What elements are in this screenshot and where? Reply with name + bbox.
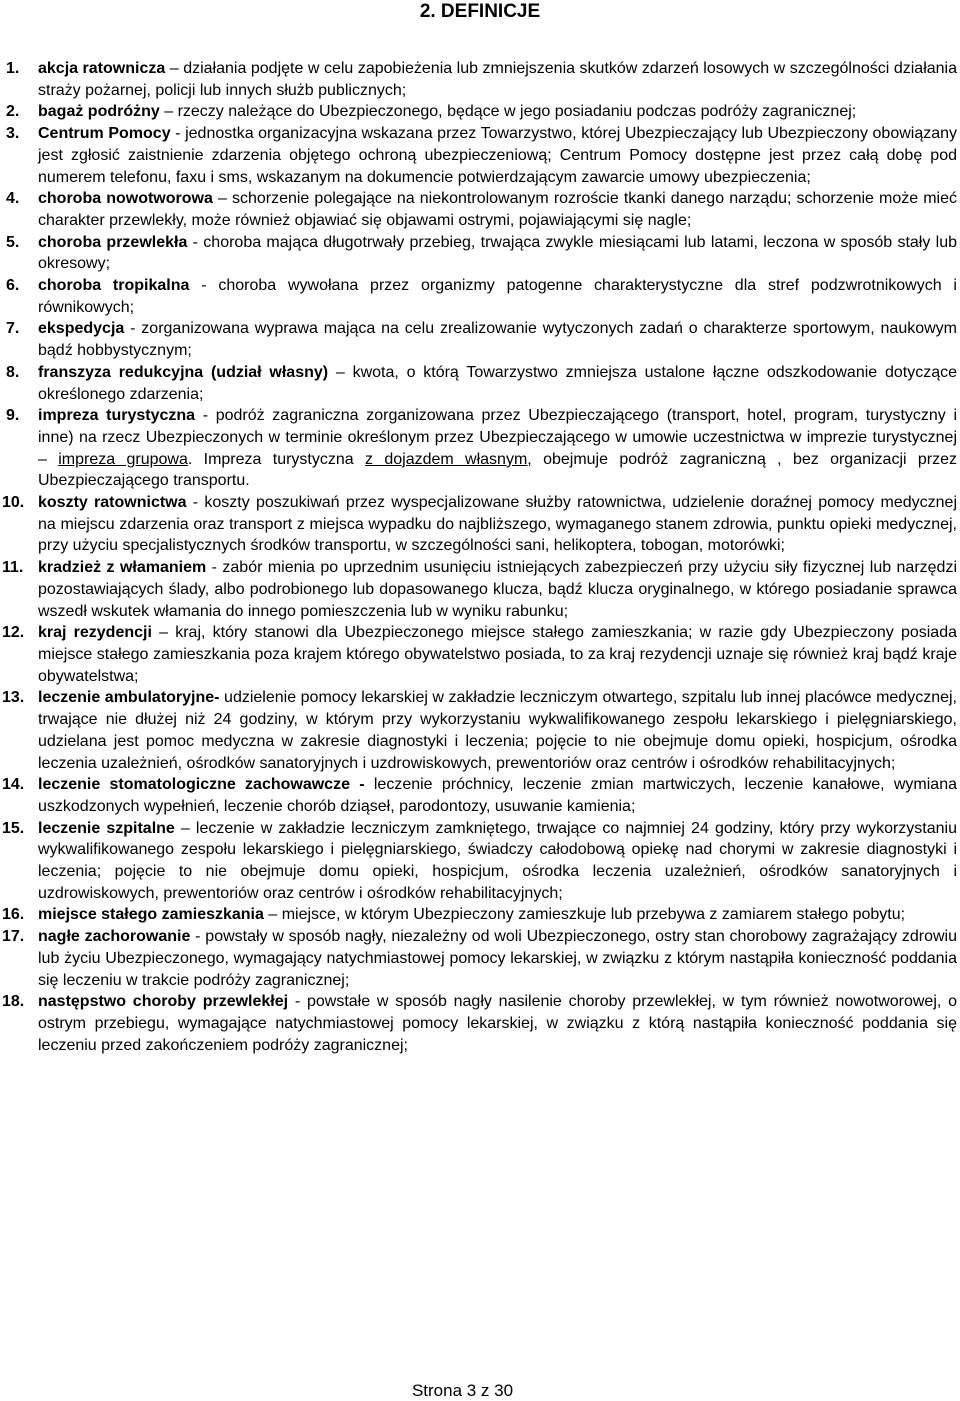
definition-term: franszyza redukcyjna (udział własny)	[38, 363, 329, 381]
page-footer: Strona 3 z 30	[411, 1381, 514, 1400]
definition-term: akcja ratownicza	[38, 60, 166, 77]
definition-number: 7.	[6, 320, 20, 338]
definition-term: bagaż podróżny	[38, 103, 160, 121]
definition-separator: –	[159, 103, 178, 121]
definition-item	[0, 687, 960, 774]
definition-separator: –	[328, 363, 353, 381]
definition-number: 8.	[6, 363, 20, 381]
definition-item	[0, 774, 960, 817]
definition-separator: -	[288, 993, 307, 1011]
definition-separator: -	[206, 559, 223, 577]
definition-text: zabór mienia po uprzednim usunięciu istniejących zabezpieczeń przy użyciu siły fizycznej lub narzędzi pozostawiających ślady, albo podrobionego lub dopasowanego klucza, bądź klucza oryginalnego, w którego posiadanie sprawca wszedł wskutek włamania do innego pomieszczenia lub w wyniku rabunku;	[38, 559, 958, 620]
definition-item	[0, 123, 960, 188]
definition-number: 16.	[2, 906, 25, 924]
definition-item	[0, 818, 960, 905]
definition-term: leczenie szpitalne	[38, 819, 175, 837]
definition-separator: –	[151, 624, 176, 642]
definition-number: 14.	[2, 776, 25, 794]
definition-text: działania podjęte w celu zapobieżenia lub zmniejszenia skutków zdarzeń losowych w szczególności działania straży pożarnej, policji lub innych służb publicznych;	[38, 60, 957, 99]
definition-term: choroba tropikalna	[38, 277, 190, 295]
definition-text: kwota, o którą Towarzystwo zmniejsza ustalone łączne odszkodowanie dotyczące określonego zdarzenia;	[38, 363, 957, 403]
definition-text: miejsce, w którym Ubezpieczony zamieszkuje lub przebywa z zamiarem stałego pobytu;	[281, 906, 906, 924]
definition-separator: –	[212, 190, 232, 208]
definition-text: zorganizowana wyprawa mająca na celu zrealizowanie wytyczonych zadań o charakterze sportowym, naukowym bądź hobbystycznym;	[38, 320, 958, 360]
definition-text: obejmuje podróż zagraniczną , bez organizacji przez Ubezpieczającego transportu.	[38, 450, 958, 490]
definition-number: 1.	[6, 60, 20, 77]
definition-term: leczenie stomatologiczne zachowawcze -	[38, 776, 365, 794]
definition-underlined-term: z dojazdem własnym,	[365, 450, 532, 468]
definition-item	[0, 492, 960, 557]
definition-text: powstałe w sposób nagły nasilenie choroby przewlekłej, w tym również nowotworowej, o ostrym przebiegu, wymagające natychmiastowej pomocy lekarskiej, w związku z którą nastąpiła konieczność poddania się leczeniu przed zakończeniem podróży zagranicznej;	[38, 993, 958, 1054]
definition-text: choroba wywołana przez organizmy patogenne charakterystyczne dla stref podzwrotnikowych i równikowych;	[38, 277, 957, 316]
definition-term: choroba przewlekła	[38, 233, 188, 251]
definition-item	[0, 557, 960, 622]
definition-item	[0, 904, 960, 926]
definition-number: 4.	[6, 190, 20, 208]
definition-term: miejsce stałego zamieszkania	[38, 906, 264, 924]
definition-number: 17.	[2, 928, 25, 946]
definition-number: 15.	[2, 819, 25, 837]
definition-text: . Impreza turystyczna	[187, 450, 366, 468]
definition-text: kraj, który stanowi dla Ubezpieczonego miejsce stałego zamieszkania; w razie gdy Ubezpieczony posiada miejsce stałego zamieszkania poza krajem którego obywatelstwo posiada, to za kraj rezydencji uznaje się również kraj bądź kraje obywatelstwa;	[38, 624, 958, 685]
definition-term: następstwo choroby przewlekłej	[38, 993, 289, 1011]
definition-number: 12.	[2, 624, 25, 642]
definition-term: Centrum Pomocy	[38, 125, 171, 143]
definition-number: 5.	[6, 233, 20, 251]
definition-separator	[365, 776, 374, 793]
definition-separator: -	[190, 928, 206, 946]
definition-item	[0, 991, 960, 1056]
definition-text: schorzenie polegające na niekontrolowanym rozroście tkanki danego narządu; schorzenie może mieć charakter przewlekły, może również objawiać się objawami ostrymi, pojawiającymi się nagle;	[38, 190, 958, 229]
definition-term: kradzież z włamaniem	[38, 559, 207, 577]
definition-number: 11.	[2, 559, 24, 577]
definition-item	[0, 275, 960, 318]
definition-separator: -	[170, 125, 186, 143]
definition-text: leczenie próchnicy, leczenie zmian martwiczych, leczenie kanałowe, wymiana uszkodzonych wypełnień, leczenie chorób dziąseł, parodontozy, usuwanie kamienia;	[38, 776, 957, 815]
definition-text: jednostka organizacyjna wskazana przez Towarzystwo, której Ubezpieczający lub Ubezpieczony obowiązany jest zgłosić zaistnienie zdarzenia objętego ochroną ubezpieczeniową; Centrum Pomocy dostępne jest przez całą dobę pod numerem telefonu, faxu i sms, wskazanym na dokumencie potwierdzającym zawarcie umowy ubezpieczenia;	[38, 125, 958, 186]
definition-number: 6.	[6, 277, 20, 295]
definition-separator: –	[174, 819, 196, 837]
definition-item	[0, 622, 960, 687]
definition-term: kraj rezydencji	[38, 624, 152, 642]
definition-item	[0, 58, 960, 101]
definitions-list	[0, 58, 960, 1056]
definition-separator: –	[165, 60, 184, 77]
definition-underlined-term: impreza grupowa	[58, 450, 188, 468]
definition-text: udzielenie pomocy lekarskiej w zakładzie leczniczym otwartego, szpitalu lub innej placówce medycznej, trwające nie dłużej niż 24 godziny, w którym przy wykorzystaniu wykwalifikowanego zespołu lekarskiego i pielęgniarskiego, udzielana jest pomoc medyczna w zakresie diagnostyki i leczenia; pojęcie to nie obejmuje domu opieki, hospicjum, ośrodka leczenia uzależnień, ośrodków sanatoryjnych i uzdrowiskowych, prewentoriów oraz centrów i ośrodków rehabilitacyjnych;	[38, 689, 958, 772]
definition-item	[0, 232, 960, 275]
definition-separator: –	[263, 906, 282, 924]
definition-number: 9.	[6, 407, 20, 425]
definition-number: 2.	[6, 103, 20, 121]
definition-item	[0, 362, 960, 405]
definition-separator: -	[195, 407, 216, 425]
definition-item	[0, 101, 960, 123]
definition-text: powstały w sposób nagły, niezależny od woli Ubezpieczonego, ostry stan chorobowy zagrażający zdrowiu lub życiu Ubezpieczonego, wymagający natychmiastowej pomocy lekarskiej, w związku z którym nastąpiła konieczność poddania się leczeniu w trakcie podróży zagranicznej;	[38, 928, 958, 989]
definition-text: choroba mająca długotrwały przebieg, trwająca zwykle miesiącami lub latami, leczona w sposób stały lub okresowy;	[38, 233, 958, 273]
definition-separator: -	[187, 233, 204, 251]
definition-item	[0, 188, 960, 231]
definition-number: 13.	[2, 689, 25, 707]
definition-term: impreza turystyczna	[38, 407, 196, 425]
definition-text: rzeczy należące do Ubezpieczonego, będące w jego posiadaniu podczas podróży zagranicznej;	[177, 103, 857, 121]
definition-separator: -	[124, 320, 142, 338]
definition-number: 18.	[2, 993, 25, 1011]
definition-term: choroba nowotworowa	[38, 190, 213, 208]
definition-number: 10.	[2, 494, 25, 512]
definition-separator: -	[186, 494, 205, 512]
page-title: 2. DEFINICJE	[419, 1, 541, 22]
definition-term: leczenie ambulatoryjne-	[38, 689, 220, 707]
definition-text: podróż zagraniczna zorganizowana przez Ubezpieczającego (transport, hotel, program, turystyczny i inne) na rzecz Ubezpieczonych w terminie określonym przez Ubezpieczającego w umowie uczestnictwa w imprezie turystycznej –	[38, 407, 958, 468]
definition-term: koszty ratownictwa	[38, 494, 187, 512]
definition-text: koszty poszukiwań przez wyspecjalizowane służby ratownictwa, udzielenie doraźnej pomocy medycznej na miejscu zdarzenia oraz transport z miejsca wypadku do najbliższego, wymaganego stanem zdrowia, punktu opieki medycznej, przy użyciu specjalistycznych środków transportu, w szczególności sani, helikoptera, tobogan, motorówki;	[38, 494, 958, 555]
definition-number: 3.	[6, 125, 20, 143]
definition-item	[0, 926, 960, 991]
definition-term: nagłe zachorowanie	[38, 928, 191, 946]
definition-item	[0, 318, 960, 361]
definition-separator: -	[189, 277, 219, 295]
definition-item	[0, 405, 960, 492]
definition-term: ekspedycja	[38, 320, 125, 338]
definition-text: leczenie w zakładzie leczniczym zamkniętego, trwające co najmniej 24 godziny, który przy wykorzystaniu wykwalifikowanego zespołu lekarskiego i pielęgniarskiego, świadczy całodobową opiekę nad chorymi w zakresie diagnostyki i leczenia; pojęcie to nie obejmuje domu opieki, hospicjum, ośrodka leczenia uzależnień, ośrodków sanatoryjnych i uzdrowiskowych, prewentoriów oraz centrów i ośrodków rehabilitacyjnych;	[38, 819, 957, 902]
